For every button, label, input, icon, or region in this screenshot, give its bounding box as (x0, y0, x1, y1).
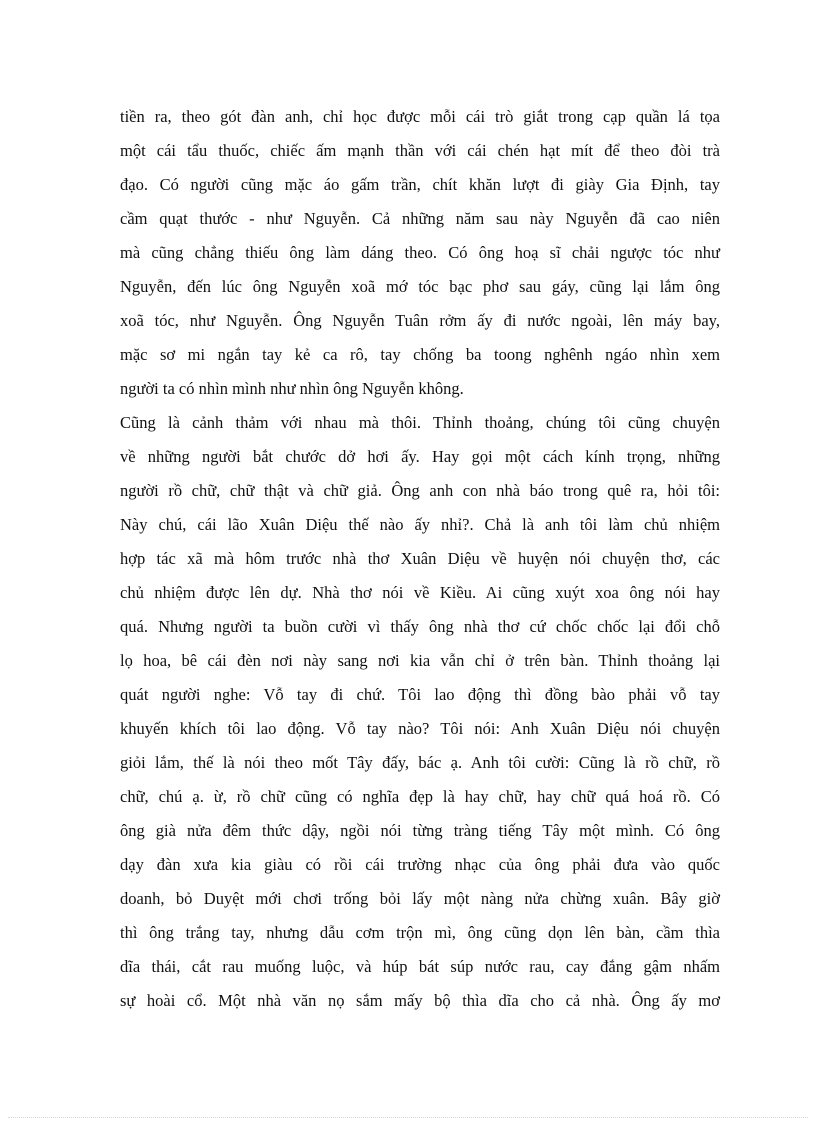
text-line: giỏi lắm, thế là nói theo mốt Tây đấy, bác ạ. Anh tôi cười: Cũng là rồ chữ, rồ (120, 753, 720, 772)
text-line: doanh, bỏ Duyệt mới chơi trống bỏi lấy một nàng nửa chừng xuân. Bây giờ (120, 889, 720, 908)
text-line: đạo. Có người cũng mặc áo gấm trần, chít khăn lượt đi giày Gia Định, tay (120, 175, 720, 194)
text-line: mà cũng chẳng thiếu ông làm dáng theo. Có ông hoạ sĩ chải ngược tóc như (120, 243, 720, 262)
text-line: thì ông trắng tay, nhưng dẫu cơm trộn mì, ông cũng dọn lên bàn, cầm thìa (120, 923, 720, 942)
text-line: mặc sơ mi ngắn tay kẻ ca rô, tay chống ba toong nghênh ngáo nhìn xem (120, 345, 720, 364)
text-line: Cũng là cảnh thảm với nhau mà thôi. Thỉnh thoảng, chúng tôi cũng chuyện (120, 413, 720, 432)
body-text (120, 100, 720, 1018)
text-line: hợp tác xã mà hôm trước nhà thơ Xuân Diệu về huyện nói chuyện thơ, các (120, 549, 720, 568)
text-line: tiền ra, theo gót đàn anh, chỉ học được mỗi cái trò giắt trong cạp quần lá tọa (120, 107, 720, 126)
text-line: quá. Nhưng người ta buồn cười vì thấy ông nhà thơ cứ chốc chốc lại đổi chỗ (120, 617, 720, 636)
text-line: người rồ chữ, chữ thật và chữ giả. Ông anh con nhà báo trong quê ra, hỏi tôi: (120, 481, 720, 500)
text-line: về những người bắt chước dở hơi ấy. Hay gọi một cách kính trọng, những (120, 447, 720, 466)
text-line: cầm quạt thước - như Nguyễn. Cả những năm sau này Nguyễn đã cao niên (120, 209, 720, 228)
text-line: khuyến khích tôi lao động. Vỗ tay nào? Tôi nói: Anh Xuân Diệu nói chuyện (120, 719, 720, 738)
text-line: Nguyễn, đến lúc ông Nguyễn xoã mớ tóc bạc phơ sau gáy, cũng lại lắm ông (120, 277, 720, 296)
text-line: chữ, chú ạ. ừ, rồ chữ cũng có nghĩa đẹp là hay chữ, hay chữ quá hoá rồ. Có (120, 787, 720, 806)
paragraph-end-line: người ta có nhìn mình như nhìn ông Nguyễn không. (120, 379, 464, 398)
text-line: dạy đàn xưa kia giàu có rồi cái trường nhạc của ông phải đưa vào quốc (120, 855, 720, 874)
text-line: dĩa thái, cắt rau muống luộc, và húp bát súp nước rau, cay đắng gậm nhấm (120, 957, 720, 976)
text-line: xoã tóc, như Nguyễn. Ông Nguyễn Tuân rởm ấy đi nước ngoài, lên máy bay, (120, 311, 720, 330)
text-line: quát người nghe: Vỗ tay đi chứ. Tôi lao động thì đồng bào phải vỗ tay (120, 685, 720, 704)
text-line: một cái tẩu thuốc, chiếc ấm mạnh thần với cái chén hạt mít để theo đòi trà (120, 141, 720, 160)
text-line: lọ hoa, bê cái đèn nơi này sang nơi kia vẫn chỉ ở trên bàn. Thỉnh thoảng lại (120, 651, 720, 670)
text-line: sự hoài cổ. Một nhà văn nọ sắm mấy bộ thìa dĩa cho cả nhà. Ông ấy mơ (120, 991, 720, 1010)
page-bottom-edge (8, 1117, 808, 1118)
text-line: chủ nhiệm được lên dự. Nhà thơ nói về Kiều. Ai cũng xuýt xoa ông nói hay (120, 583, 720, 602)
text-line: ông già nửa đêm thức dậy, ngồi nói từng tràng tiếng Tây một mình. Có ông (120, 821, 720, 840)
text-line: Này chú, cái lão Xuân Diệu thế nào ấy nhỉ?. Chả là anh tôi làm chủ nhiệm (120, 515, 720, 534)
